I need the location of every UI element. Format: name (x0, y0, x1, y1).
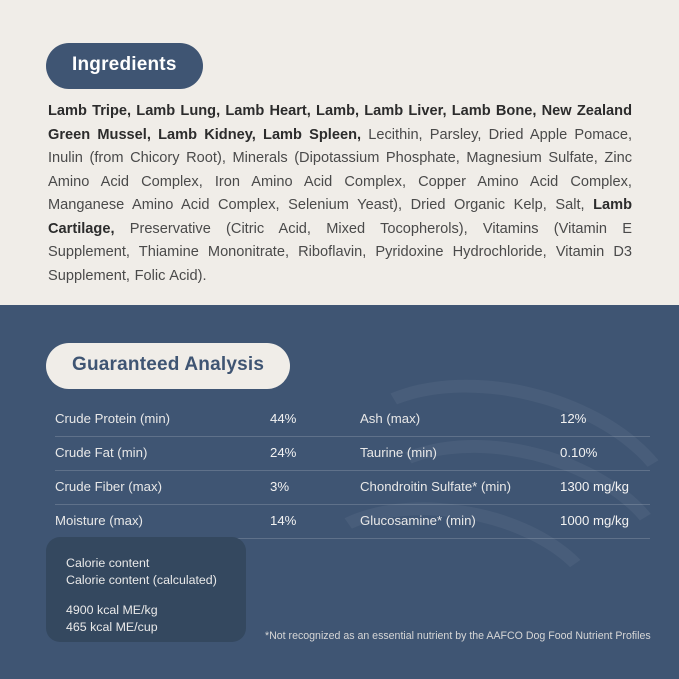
ga-row-value: 1300 mg/kg (560, 471, 650, 505)
guaranteed-analysis-heading-pill: Guaranteed Analysis (46, 343, 290, 389)
ingredient-bold-run: Lamb Tripe, Lamb Lung, Lamb Heart, Lamb, Lamb Liver, Lamb Bone, New Zealand Green Mussel, Lamb Kidney, Lamb Spleen, (48, 103, 632, 143)
calorie-content-box (46, 537, 246, 642)
ingredients-heading-pill: Ingredients (46, 43, 203, 89)
calorie-value-kg: 4900 kcal ME/kg (66, 603, 158, 617)
guaranteed-analysis-table (55, 403, 635, 539)
calorie-values (66, 602, 226, 636)
ga-row-value: 1000 mg/kg (560, 505, 650, 539)
ingredient-run: Lecithin, Parsley, Dried Apple Pomace, Inulin (from Chicory Root), Minerals (Dipotassium Phosphate, Magnesium Sulfate, Zinc Amino Acid Complex, Iron Amino Acid Complex, Copper Amino Acid Complex, Manganese Amino Acid Complex, Selenium Yeast), Dried Organic Kelp, Salt, (48, 126, 633, 213)
ga-row-label: Crude Protein (min) (55, 403, 270, 437)
ingredients-section (0, 0, 679, 305)
ga-row-label: Chondroitin Sulfate* (min) (360, 471, 560, 505)
ga-row-value: 0.10% (560, 437, 650, 471)
ga-row-label: Crude Fiber (max) (55, 471, 270, 505)
guaranteed-analysis-section (0, 305, 679, 679)
ga-row-value: 24% (270, 437, 360, 471)
ga-row-value: 3% (270, 471, 360, 505)
ga-row-label: Ash (max) (360, 403, 560, 437)
ingredients-text (48, 100, 632, 288)
calorie-labels (66, 555, 226, 589)
ga-row-value: 12% (560, 403, 650, 437)
ingredient-run: Preservative (Citric Acid, Mixed Tocopherols), Vitamins (Vitamin E Supplement, Thiamine Mononitrate, Riboflavin, Pyridoxine Hydrochloride, Vitamin D3 Supplement, Folic Acid). (48, 220, 632, 284)
ga-row-label: Moisture (max) (55, 505, 270, 539)
footnote: *Not recognized as an essential nutrient by the AAFCO Dog Food Nutrient Profiles (265, 630, 651, 642)
ga-row-label: Taurine (min) (360, 437, 560, 471)
ga-row-value: 14% (270, 505, 360, 539)
ga-row-label: Glucosamine* (min) (360, 505, 560, 539)
ingredient-bold-run: Lamb Cartilage, (48, 197, 632, 237)
ga-row-label: Crude Fat (min) (55, 437, 270, 471)
ga-row-value: 44% (270, 403, 360, 437)
calorie-value-cup: 465 kcal ME/cup (66, 620, 158, 634)
calorie-label-1: Calorie content (66, 556, 150, 570)
calorie-label-2: Calorie content (calculated) (66, 573, 217, 587)
